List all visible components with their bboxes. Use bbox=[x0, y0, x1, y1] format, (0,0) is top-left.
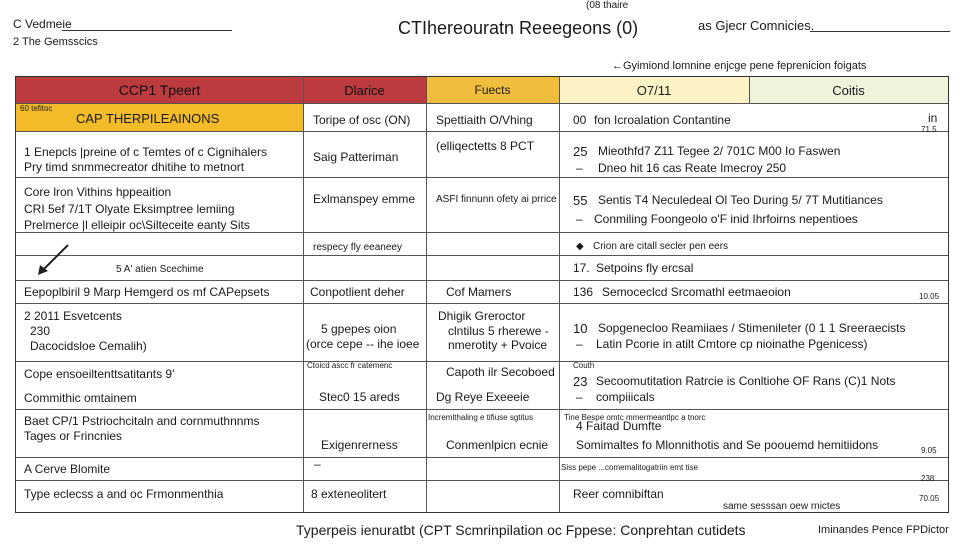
cell-r7-col4-small: Couth bbox=[573, 361, 595, 370]
cell-r9-col3-small: Siss pepe ...comemalitogatriin emt tise bbox=[561, 463, 698, 472]
cell-r2-col4-num: 55 bbox=[573, 193, 588, 208]
cell-r7-col2-small: Ctoicd ascc fr catemenc bbox=[307, 361, 393, 370]
row-divider bbox=[16, 457, 948, 458]
cell-r1-col4-num: 25 bbox=[573, 144, 588, 159]
cell-r6-col1-a: 2 2011 Esvetcents bbox=[24, 309, 122, 323]
cell-r3-col4: Crion are citall secler pen eers bbox=[593, 241, 729, 252]
arrow-icon bbox=[36, 243, 72, 277]
cell-r2-col1-c: Prelmerce |l elleipir oc\Silteceite eanty Sits bbox=[24, 218, 250, 232]
sub-header-small: 60 tefitoc bbox=[20, 104, 53, 113]
cell-r1-col4-top-r: in bbox=[928, 111, 938, 125]
cell-r2-col4-dash: – bbox=[576, 212, 583, 226]
cell-r6-col3-a: Dhigik Greroctor bbox=[438, 309, 526, 323]
cell-r10-col2: 8 exteneolitert bbox=[311, 487, 387, 501]
row-divider bbox=[16, 255, 948, 256]
cell-r8-col3-small: Incremlthaling e tifiuse sgtitus bbox=[428, 413, 533, 422]
cell-r3-col4-mark: ◆ bbox=[576, 241, 584, 252]
main-table bbox=[15, 76, 949, 513]
cell-r5-col4: Semoceclcd Srcomathl eetmaeoion bbox=[602, 285, 791, 299]
cell-r7-col3-b: Dg Reye Exeeeie bbox=[436, 390, 530, 404]
header-right-underline bbox=[810, 31, 950, 32]
column-divider bbox=[749, 77, 750, 103]
cell-r6-col2-a: 5 gpepes oion bbox=[321, 322, 397, 336]
cell-r10-col4-r: 70.05 bbox=[919, 494, 940, 503]
cell-r6-col2-b: (orce cepe -- ihe ioee bbox=[306, 337, 420, 351]
row-divider bbox=[16, 177, 948, 178]
cell-r7-col3: Capoth ilr Secoboed bbox=[446, 365, 555, 379]
cell-r4-col4: Setpoins fly ercsal bbox=[596, 261, 694, 275]
cell-r1-col1-b: Pry timd snmmecreator dhitihe to metnort bbox=[24, 160, 245, 174]
row-divider bbox=[16, 303, 948, 304]
cell-r8-col3: Conmenlpicn ecnie bbox=[446, 438, 549, 452]
cell-r1-col4-b: Dneo hit 16 cas Reate Imecroy 250 bbox=[598, 161, 787, 175]
cell-r7-col1-a: Cope ensoeiltenttsatitants 9' bbox=[24, 367, 175, 381]
cell-r5-col4-r: 10.05 bbox=[919, 292, 940, 301]
cell-r4-col4-num: 17. bbox=[573, 261, 590, 275]
footer-right-note: Iminandes Pence FPDictor bbox=[818, 524, 949, 536]
cell-r2-col1-b: CRI 5ef 7/1T Olyate Eksimptree lemiing bbox=[24, 202, 235, 216]
cell-r5-col4-num: 136 bbox=[573, 285, 594, 299]
cell-r8-col4-r: 9.05 bbox=[921, 446, 937, 455]
cell-r6-col4-dash: – bbox=[576, 337, 583, 351]
cell-r1-col3-top: Spettiaith O/Vhing bbox=[436, 113, 533, 127]
cell-r7-col4-num: 23 bbox=[573, 374, 588, 389]
cell-r7-col4-dash: – bbox=[576, 390, 583, 404]
cell-r1-col2-top: Toripe of osc (ON) bbox=[313, 113, 411, 127]
row-divider bbox=[16, 103, 948, 104]
cell-r7-col2: Stec0 15 areds bbox=[319, 390, 400, 404]
column-header-3: Fuects bbox=[426, 77, 559, 103]
cell-r8-col4-small: Tine Bespe omtc mmermeantlpc a tnorc bbox=[564, 413, 706, 422]
cell-r9-col1: A Cerve Blomite bbox=[24, 462, 111, 476]
cell-r6-col4-num: 10 bbox=[573, 321, 588, 336]
column-header-4: O7/11 bbox=[559, 77, 749, 103]
cell-r2-col2: Exlmanspey emme bbox=[313, 192, 416, 206]
cell-r9-col4-r: 238 bbox=[921, 474, 935, 483]
cell-r6-col4-b: Latin Pcorie in atilt Cmtore cp nioinathe Pgenicess) bbox=[596, 337, 868, 351]
cell-r8-col2: Exigenrerness bbox=[321, 438, 398, 452]
cell-r10-col1: Type eclecss a and oc Frmonmenthia bbox=[24, 487, 224, 501]
cell-r6-col3-b: clntilus 5 rherewe - bbox=[448, 324, 549, 338]
row-divider bbox=[16, 361, 948, 362]
cell-r10-col4-b: same sesssan oew rnictes bbox=[723, 501, 841, 512]
cell-r10-col4: Reer comnibiftan bbox=[573, 487, 664, 501]
cell-r1-col3: (elliqectetts 8 PCT bbox=[436, 139, 535, 153]
cell-r8-col1-a: Baet CP/1 Pstriochcitaln and cornmuthnnms bbox=[24, 414, 260, 428]
header-left-title: C Vedmeie bbox=[13, 17, 72, 31]
sub-header-band bbox=[16, 103, 303, 131]
column-header-1: CCP1 Tpeert bbox=[16, 77, 303, 103]
cell-r1-col1-a: 1 Enepcls |preine of c Temtes of c Cignihalers bbox=[24, 145, 268, 159]
column-divider bbox=[559, 77, 560, 512]
cell-r1-col4-a: Mieothfd7 Z11 Tegee 2/ 701C M00 Io Faswen bbox=[598, 144, 841, 158]
cell-r1-col4-top: fon Icroalation Contantine bbox=[594, 113, 731, 127]
header-left-subtitle: 2 The Gemsscics bbox=[13, 36, 98, 48]
cell-r8-col4-a: 4 Faitad Dumfte bbox=[576, 419, 662, 433]
cell-r5-col1: Eepoplbiril 9 Marp Hemgerd os mf CAPepsets bbox=[24, 285, 270, 299]
header-left-underline bbox=[62, 30, 232, 31]
cell-r8-col4-b: Somimaltes fo Mlonnithotis and Se poouemd hemitiidons bbox=[576, 438, 879, 452]
header-arrow-note: ←Gyimiond lomnine enjcge pene feprenicion foigats bbox=[612, 60, 867, 72]
cell-r5-col3: Cof Mamers bbox=[446, 285, 512, 299]
row-divider bbox=[16, 480, 948, 481]
cell-r2-col3: ASFI finnunn ofety ai prrice bbox=[436, 194, 557, 205]
sub-header-title: CAP THERPILEAINONS bbox=[76, 111, 220, 126]
cell-r7-col1-b: Commithic omtainem bbox=[24, 391, 137, 405]
cell-r1-col4-dash: – bbox=[576, 161, 583, 175]
cell-r1-col4-top-num: 00 bbox=[573, 113, 587, 127]
cell-r8-col1-b: Tages or Frincnies bbox=[24, 429, 123, 443]
header-top-note: (08 thaire bbox=[586, 0, 629, 11]
cell-r9-col2: – bbox=[314, 457, 321, 471]
column-header-5: Coitis bbox=[749, 77, 948, 103]
cell-r2-col4-a: Sentis T4 Neculedeal Ol Teo During 5/ 7T Mutitiances bbox=[598, 193, 883, 207]
row-divider bbox=[16, 280, 948, 281]
cell-r7-col4-b: compiiicals bbox=[596, 390, 655, 404]
cell-r2-col1-a: Core lron Vithins hppeaition bbox=[24, 185, 172, 199]
cell-r7-col4-a: Secoomutitation Ratrcie is Conltiohe OF Rans (C)1 Nots bbox=[596, 374, 896, 388]
column-divider bbox=[426, 77, 427, 512]
cell-r6-col1-b: 230 bbox=[30, 324, 51, 338]
column-header-2: Dlarice bbox=[303, 77, 426, 103]
cell-r6-col3-c: nmerotity + Pvoice bbox=[448, 338, 548, 352]
header-right-label: as Gjecr Comnicies. bbox=[698, 18, 815, 33]
cell-r5-col2: Conpotlient deher bbox=[310, 285, 405, 299]
cell-r3-col2: respecy fly eeaneey bbox=[313, 242, 402, 253]
cell-r4-col1: 5 A' atien Scechime bbox=[116, 264, 204, 275]
row-divider bbox=[16, 131, 948, 132]
column-divider bbox=[303, 77, 304, 512]
cell-r1-col2: Saig Patteriman bbox=[313, 150, 399, 164]
cell-r2-col4-b: Conmiling Foongeolo o'F inid Ihrfoirns nepentioes bbox=[594, 212, 858, 226]
cell-r6-col1-c: Dacocidsloe Cemalih) bbox=[30, 339, 147, 353]
document-title: CTIhereouratn Reeegeons (0) bbox=[398, 18, 639, 38]
cell-r1-col4-top-r2: 71.5 bbox=[921, 125, 937, 134]
footer-caption: Typerpeis ienuratbt (CPT Scmrinpilation oc Fppese: Conprehtan cutidets bbox=[296, 522, 746, 538]
cell-r6-col4-a: Sopgenecloo Reamiiaes / Stimenileter (0 1 1 Sreeraecists bbox=[598, 321, 906, 335]
